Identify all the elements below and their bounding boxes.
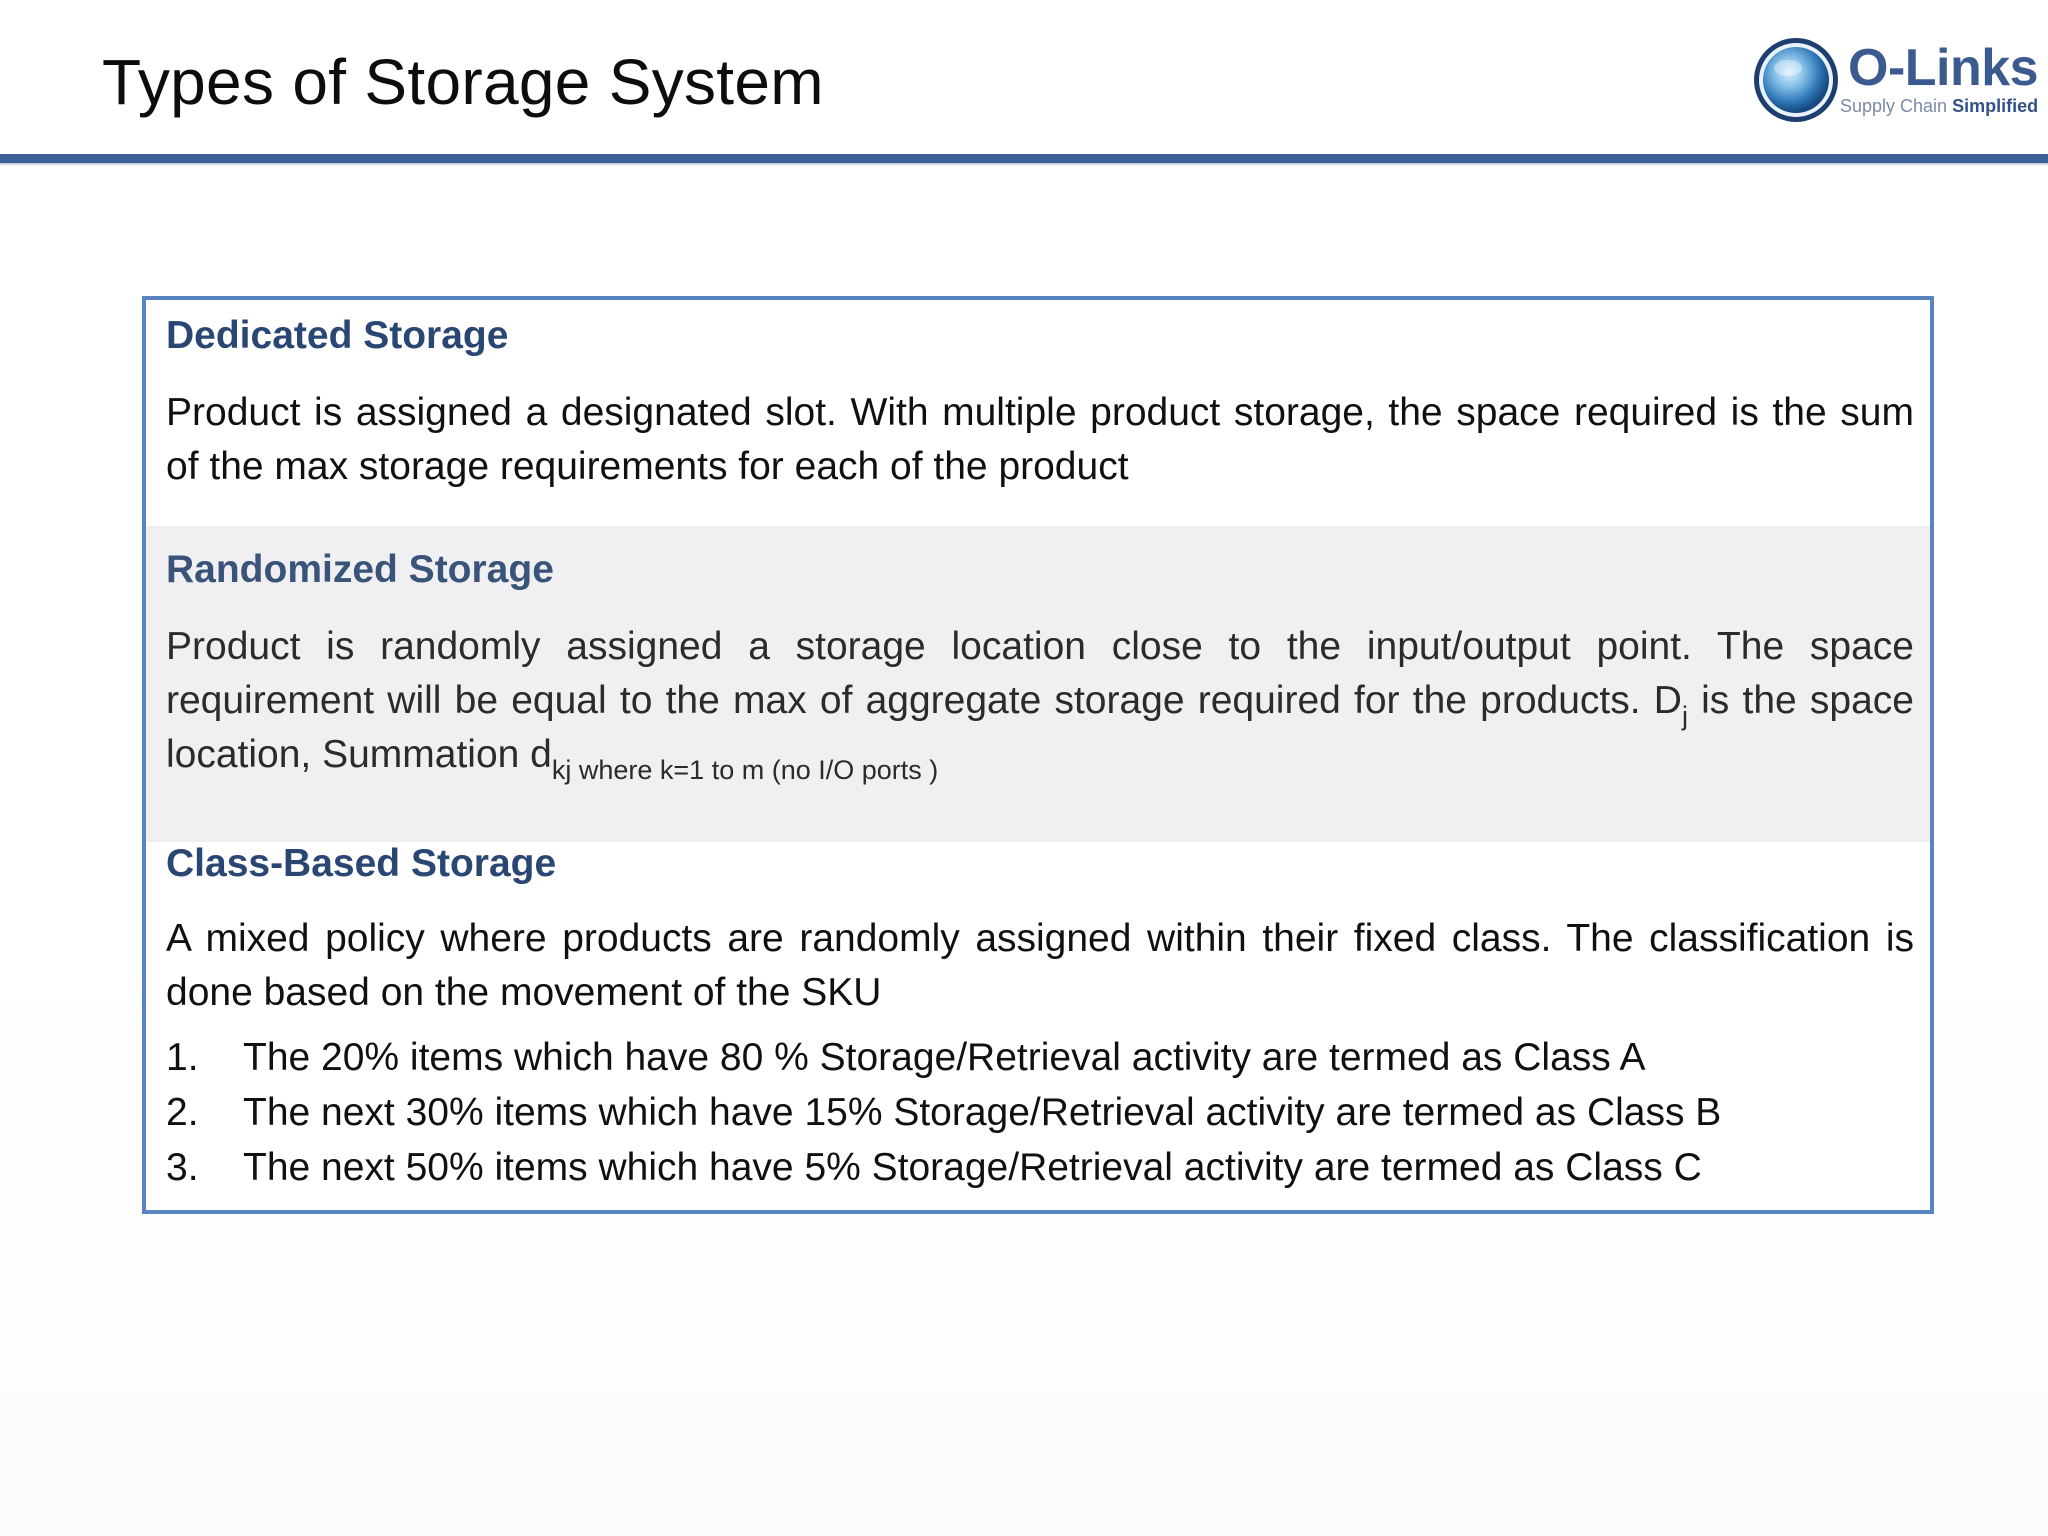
randomized-storage-text — [166, 620, 1914, 785]
logo-tagline — [1840, 96, 2038, 117]
list-item-text: The 20% items which have 80 % Storage/Retrieval activity are termed as Class A — [243, 1036, 1646, 1079]
list-item-text: The next 30% items which have 15% Storage/Retrieval activity are termed as Class B — [243, 1091, 1722, 1134]
list-item-text: The next 50% items which have 5% Storage/Retrieval activity are termed as Class C — [243, 1146, 1702, 1189]
list-item-number: 3. — [166, 1146, 199, 1189]
randomized-text-part2: is the space location, Summation d — [166, 679, 1914, 776]
dedicated-storage-text: Product is assigned a designated slot. With multiple product storage, the space required is the sum of the max storage requirements for each of the product — [166, 391, 1914, 488]
dedicated-storage-heading: Dedicated Storage — [166, 314, 509, 357]
subscript-kj: kj where k=1 to m (no I/O ports ) — [551, 755, 939, 785]
logo-tagline-bold: Simplified — [1952, 96, 2039, 116]
list-item — [166, 1140, 1914, 1195]
list-item — [166, 1085, 1914, 1140]
subscript-j: j — [1681, 701, 1688, 731]
title-divider — [0, 154, 2048, 163]
class-based-storage-section — [146, 842, 1930, 1210]
logo-tagline-light: Supply Chain — [1840, 96, 1948, 116]
randomized-storage-section — [146, 526, 1930, 842]
class-list — [166, 1030, 1914, 1195]
list-item — [166, 1030, 1914, 1085]
dedicated-storage-section — [146, 300, 1930, 526]
class-based-storage-heading: Class-Based Storage — [166, 842, 557, 885]
title-divider-shadow — [0, 163, 2048, 166]
list-item-number: 2. — [166, 1091, 199, 1134]
slide-title: Types of Storage System — [102, 46, 824, 118]
list-item-number: 1. — [166, 1036, 199, 1079]
class-based-storage-text: A mixed policy where products are randomly assigned within their fixed class. The classification is done based on the movement of the SKU — [166, 917, 1914, 1014]
storage-types-box — [142, 296, 1934, 1214]
logo-name: O-Links — [1848, 39, 2039, 97]
randomized-text-part1: Product is randomly assigned a storage location close to the input/output point. The space requirement will be equal to the max of aggregate storage required for the products. D — [166, 625, 1914, 722]
randomized-storage-heading: Randomized Storage — [166, 548, 554, 591]
globe-icon — [1752, 36, 1840, 124]
o-links-logo — [1748, 32, 2038, 132]
